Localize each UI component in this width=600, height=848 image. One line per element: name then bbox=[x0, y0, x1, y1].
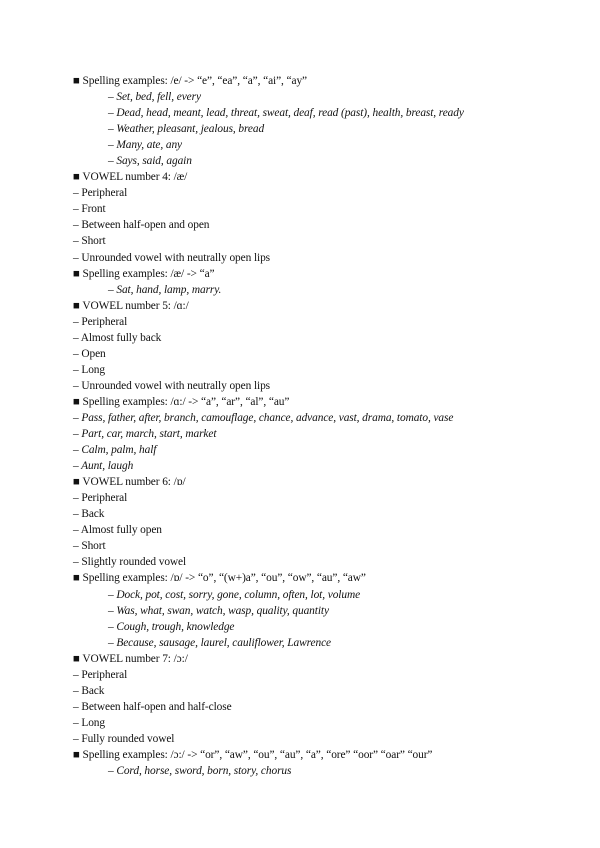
example-line: – Sat, hand, lamp, marry. bbox=[108, 283, 222, 296]
example-line: – Weather, pleasant, jealous, bread bbox=[108, 123, 265, 136]
spelling-heading: ■ Spelling examples: /ɔ:/ -> “or”, “aw”, “ou”, “au”, “a”, “ore” “oor” “oar” “our” bbox=[73, 748, 433, 761]
example-line: – Cough, trough, knowledge bbox=[108, 620, 235, 633]
feature-line: – Almost fully open bbox=[73, 524, 162, 537]
vowel-heading: ■ VOWEL number 6: /ɒ/ bbox=[73, 476, 186, 489]
feature-line: – Long bbox=[73, 716, 105, 729]
vowel-heading: ■ VOWEL number 5: /ɑ:/ bbox=[73, 299, 189, 312]
feature-line: – Peripheral bbox=[73, 315, 128, 328]
example-line: – Aunt, laugh bbox=[73, 460, 134, 473]
example-line: – Was, what, swan, watch, wasp, quality, quantity bbox=[108, 604, 329, 617]
feature-line: – Long bbox=[73, 363, 105, 376]
spelling-heading: ■ Spelling examples: /ɑ:/ -> “a”, “ar”, “al”, “au” bbox=[73, 395, 290, 408]
feature-line: – Short bbox=[73, 235, 106, 248]
example-line: – Calm, palm, half bbox=[73, 444, 157, 457]
feature-line: – Fully rounded vowel bbox=[73, 732, 175, 745]
vowel-heading: ■ VOWEL number 4: /æ/ bbox=[73, 171, 188, 184]
feature-line: – Front bbox=[73, 203, 106, 216]
feature-line: – Slightly rounded vowel bbox=[73, 556, 187, 569]
feature-line: – Between half-open and open bbox=[73, 219, 210, 232]
feature-line: – Back bbox=[73, 508, 105, 521]
spelling-heading: ■ Spelling examples: /ɒ/ -> “o”, “(w+)a”, “ou”, “ow”, “au”, “aw” bbox=[73, 572, 366, 585]
feature-line: – Unrounded vowel with neutrally open lips bbox=[73, 379, 270, 392]
example-line: – Says, said, again bbox=[108, 155, 192, 168]
feature-line: – Unrounded vowel with neutrally open lips bbox=[73, 251, 270, 264]
example-line: – Set, bed, fell, every bbox=[108, 91, 201, 104]
feature-line: – Back bbox=[73, 684, 105, 697]
example-line: – Part, car, march, start, market bbox=[73, 428, 217, 441]
feature-line: – Almost fully back bbox=[73, 331, 162, 344]
example-line: – Cord, horse, sword, born, story, chorus bbox=[108, 765, 292, 778]
feature-line: – Peripheral bbox=[73, 492, 128, 505]
document-body bbox=[0, 73, 600, 779]
example-line: – Many, ate, any bbox=[108, 139, 183, 152]
feature-line: – Between half-open and half-close bbox=[73, 700, 232, 713]
example-line: – Dead, head, meant, lead, threat, sweat, deaf, read (past), health, breast, ready bbox=[108, 107, 464, 120]
spelling-heading: ■ Spelling examples: /e/ -> “e”, “ea”, “a”, “ai”, “ay” bbox=[73, 75, 308, 87]
example-line: – Because, sausage, laurel, cauliflower, Lawrence bbox=[108, 636, 331, 649]
spelling-heading: ■ Spelling examples: /æ/ -> “a” bbox=[73, 267, 215, 280]
example-line: – Pass, father, after, branch, camouflage, chance, advance, vast, drama, tomato, vase bbox=[73, 411, 454, 424]
feature-line: – Peripheral bbox=[73, 668, 128, 681]
vowel-heading: ■ VOWEL number 7: /ɔ:/ bbox=[73, 652, 188, 665]
feature-line: – Peripheral bbox=[73, 187, 128, 200]
example-line: – Dock, pot, cost, sorry, gone, column, often, lot, volume bbox=[108, 588, 361, 601]
feature-line: – Open bbox=[73, 347, 106, 360]
feature-line: – Short bbox=[73, 540, 106, 553]
